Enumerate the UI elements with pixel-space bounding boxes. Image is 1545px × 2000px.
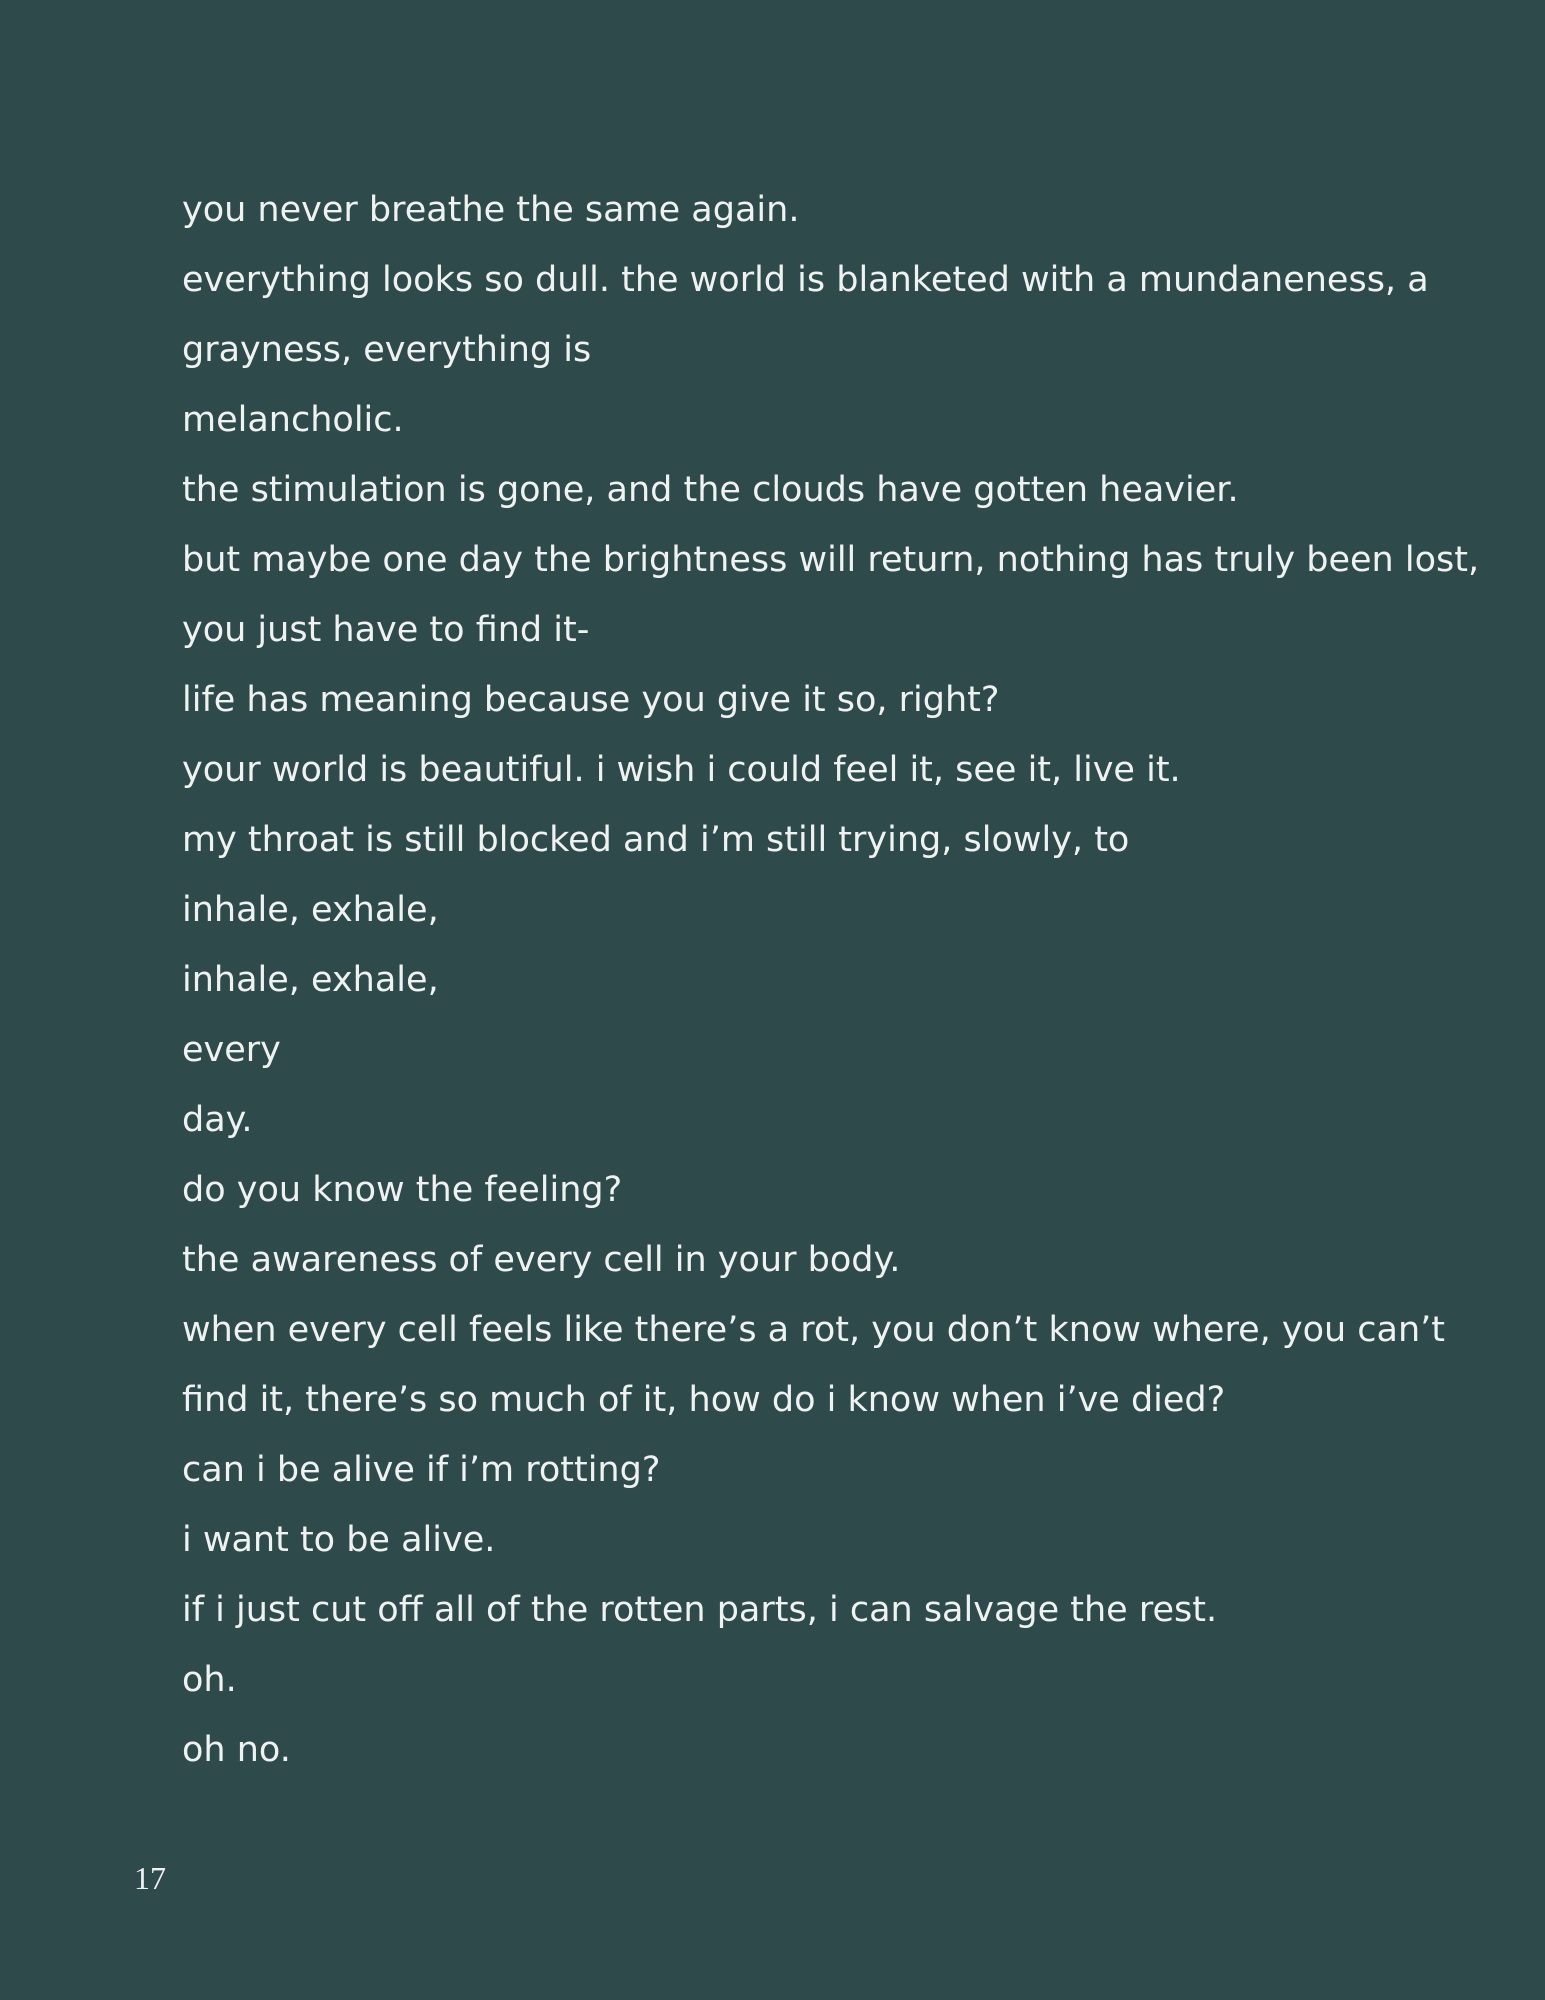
poem-line: oh. xyxy=(182,1660,237,1700)
poem-line: grayness, everything is xyxy=(182,330,592,370)
poem-line: everything looks so dull. the world is blanketed with a mundaneness, a xyxy=(182,260,1429,300)
poem-body xyxy=(182,175,1480,1785)
poem-line: you just have to find it- xyxy=(182,610,590,650)
poem-line: can i be alive if i’m rotting? xyxy=(182,1450,661,1490)
poem-line: but maybe one day the brightness will return, nothing has truly been lost, xyxy=(182,540,1480,580)
poem-line: melancholic. xyxy=(182,400,404,440)
poem-line: inhale, exhale, xyxy=(182,960,439,1000)
page-number: 17 xyxy=(134,1860,166,1896)
poem-line: i want to be alive. xyxy=(182,1520,496,1560)
poem-line: every xyxy=(182,1030,281,1070)
poem-line: the awareness of every cell in your body. xyxy=(182,1240,901,1280)
poem-line: do you know the feeling? xyxy=(182,1170,623,1210)
poem-line: the stimulation is gone, and the clouds have gotten heavier. xyxy=(182,470,1239,510)
poem-line: your world is beautiful. i wish i could feel it, see it, live it. xyxy=(182,750,1181,790)
poem-line: you never breathe the same again. xyxy=(182,190,800,230)
poem-line: if i just cut off all of the rotten parts, i can salvage the rest. xyxy=(182,1590,1218,1630)
poem-line: day. xyxy=(182,1100,253,1140)
poem-line: my throat is still blocked and i’m still trying, slowly, to xyxy=(182,820,1130,860)
poem-line: when every cell feels like there’s a rot, you don’t know where, you can’t xyxy=(182,1310,1446,1350)
poem-line: oh no. xyxy=(182,1730,291,1770)
poem-line: find it, there’s so much of it, how do i know when i’ve died? xyxy=(182,1380,1226,1420)
poem-line: life has meaning because you give it so, right? xyxy=(182,680,1000,720)
poem-line: inhale, exhale, xyxy=(182,890,439,930)
